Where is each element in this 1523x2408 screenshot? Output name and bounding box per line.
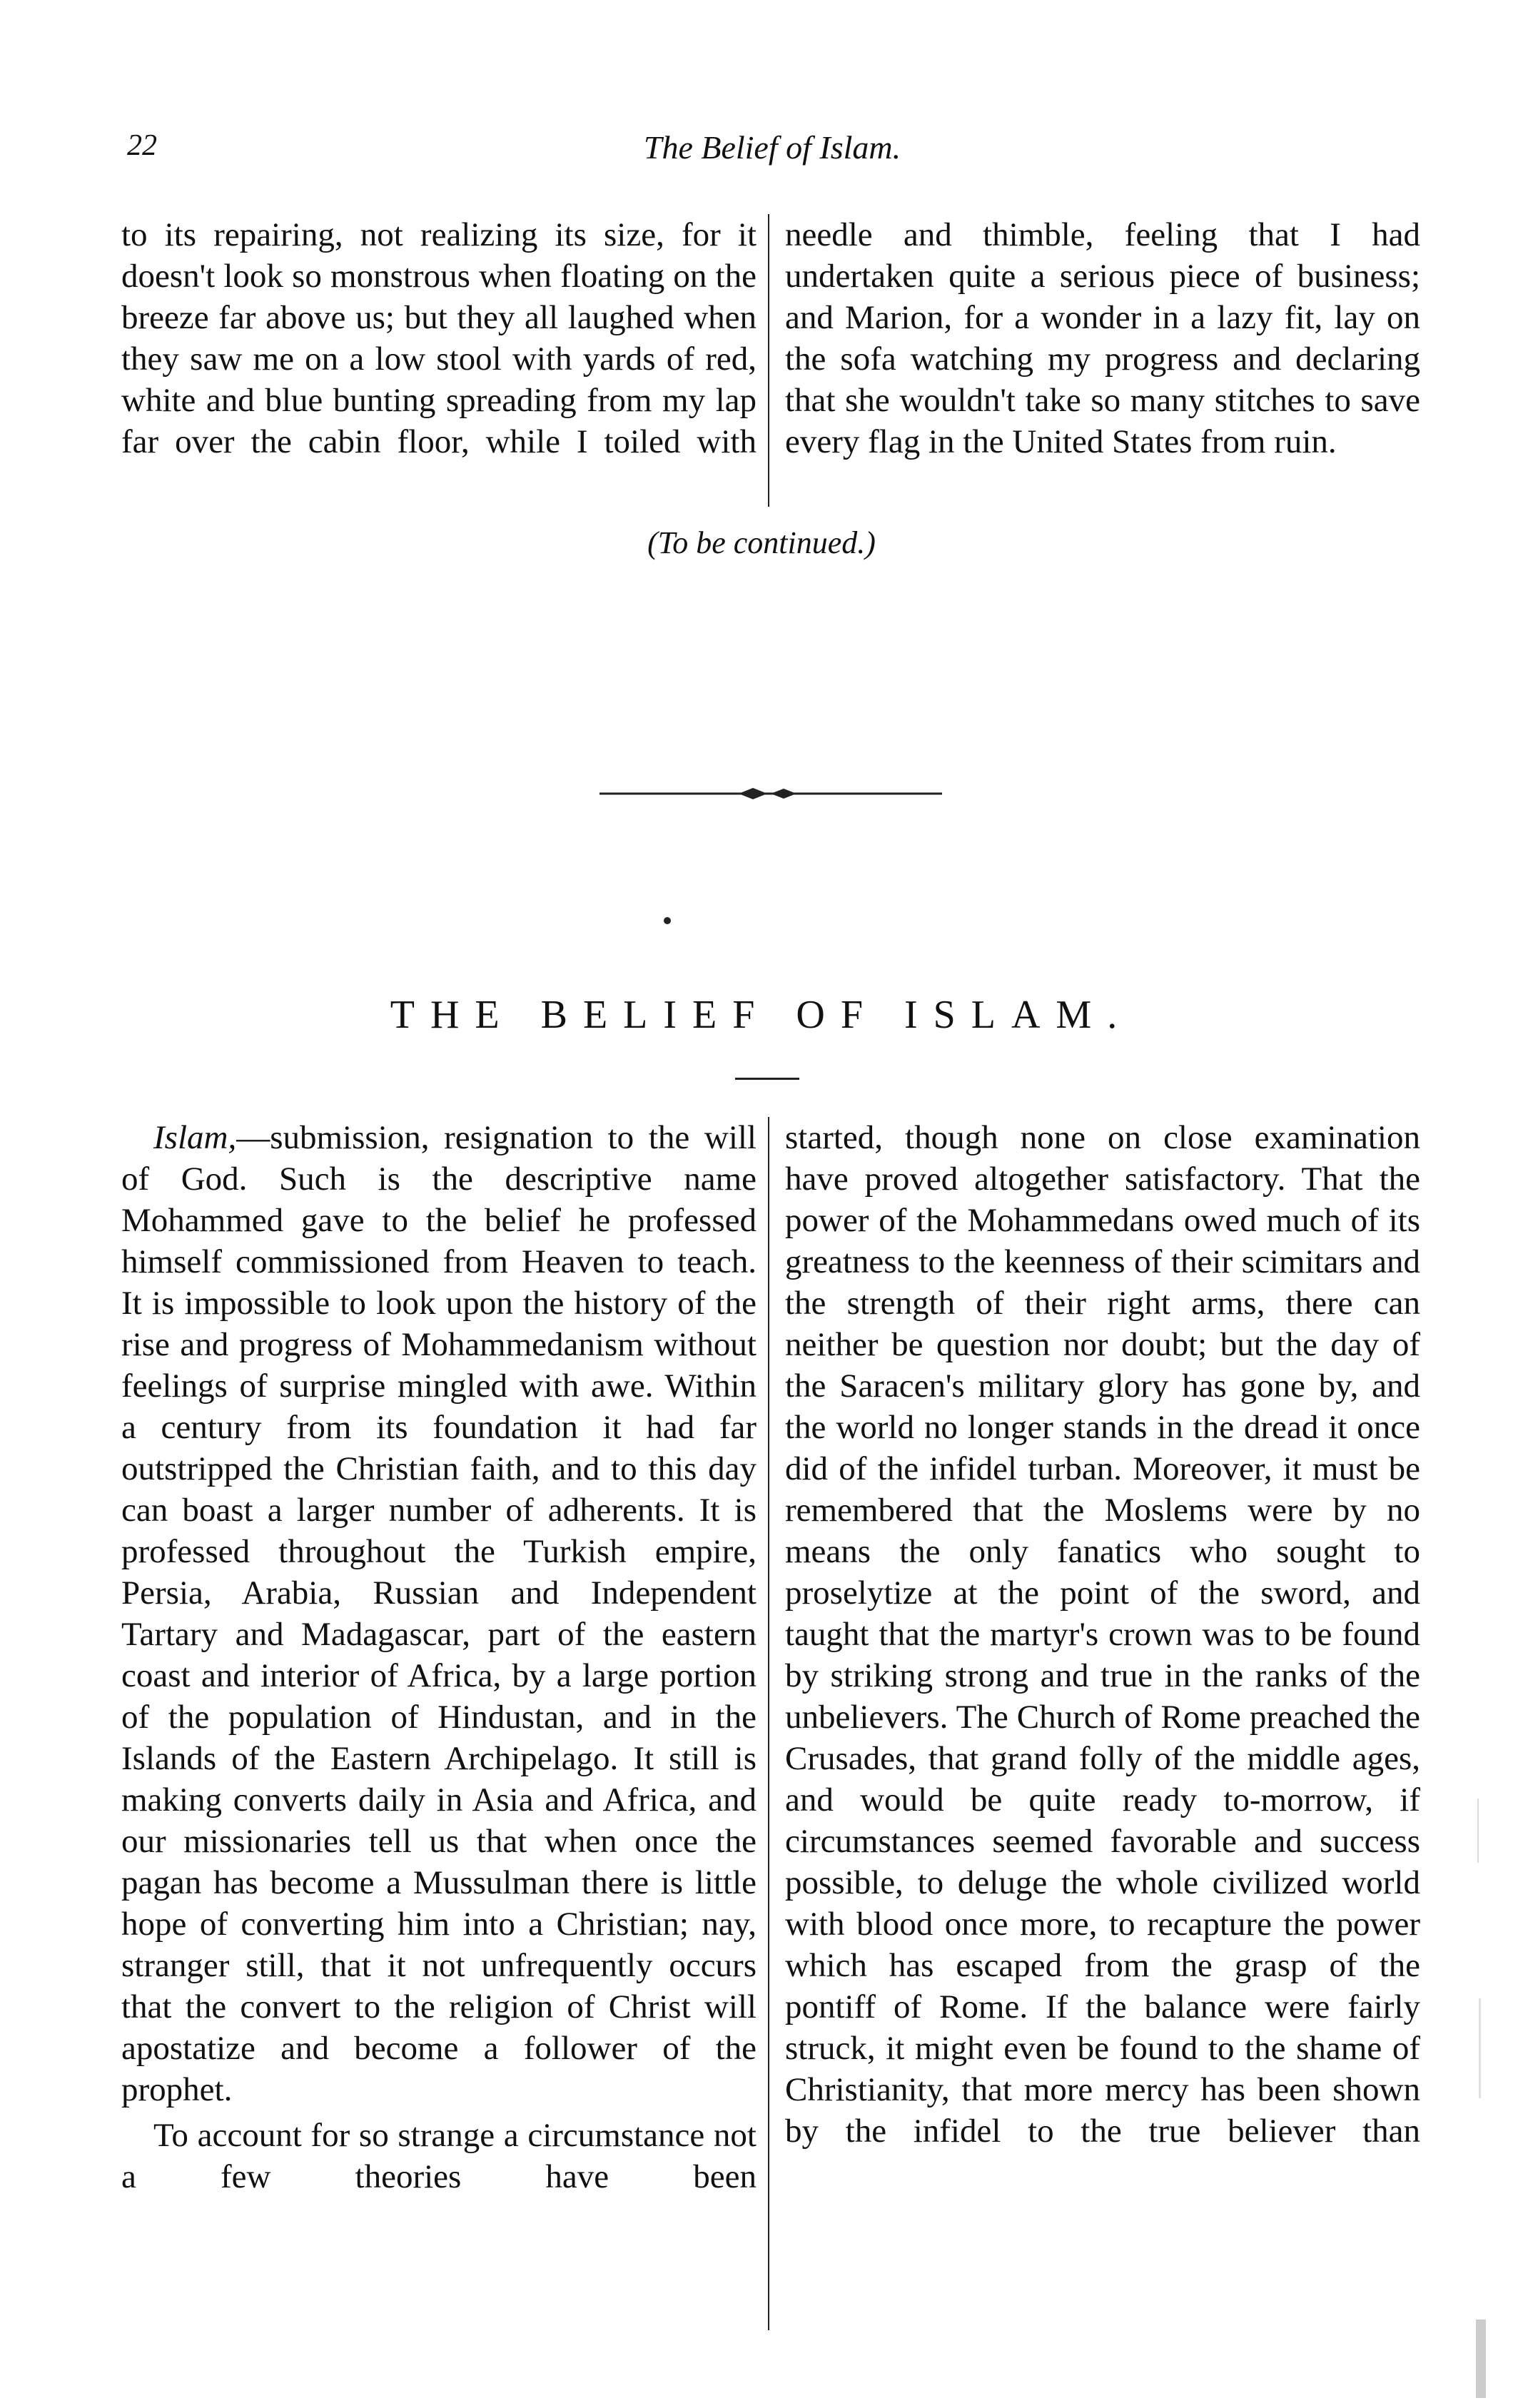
continued-story-right-text: needle and thimble, feeling that I had undertaken quite a serious piece of business; and Marion, for a wonder in a lazy fit, lay on the sofa watching my progress and declaring that she wouldn't take so many stitches to save every flag in the United States from ruin. — [785, 216, 1420, 460]
scan-artifact — [1477, 1799, 1479, 1863]
continued-story-left-column — [121, 214, 757, 462]
article-paragraph — [121, 1117, 757, 2110]
running-head — [121, 128, 1423, 178]
article-right-text: started, though none on close examination have proved altogether satisfactory. That the power of the Mohammedans owed much of its greatness to the keenness of their scimitars and the strength of their right arms, there can neither be question nor doubt; but the day of the Saracen's military glory has gone by, and the world no longer stands in the dread it once did of the infidel turban. Moreover, it must be remembered that the Moslems were by no means the only fanatics who sought to proselytize at the point of the sword, and taught that the martyr's crown was to be found by striking strong and true in the ranks of the unbelievers. The Church of Rome preached the Crusades, that grand folly of the middle ages, and would be quite ready to-morrow, if circumstances seemed favorable and success possible, to deluge the whole civilized world with blood once more, to recapture the power which has escaped from the grasp of the pontiff of Rome. If the balance were fairly struck, it might even be found to the shame of Christianity, that more mercy has been shown by the infidel to the true believer than — [785, 1119, 1420, 2150]
page-number: 22 — [127, 129, 157, 162]
article-left-column — [121, 1117, 757, 2197]
article-right-column — [785, 1117, 1420, 2152]
column-divider — [768, 1117, 769, 2330]
article-title: THE BELIEF OF ISLAM. — [390, 993, 1133, 1037]
to-be-continued-note: (To be continued.) — [647, 525, 876, 560]
article-body — [121, 1117, 1420, 2344]
running-title: The Belief of Islam. — [643, 129, 901, 166]
continued-story-left-text: to its repairing, not realizing its size, for it doesn't look so monstrous when floating on the breeze far above us; but they all laughed when they saw me on a low stool with yards of red, white and blue bunting spreading from my lap far over the cabin floor, while I toiled with — [121, 216, 757, 460]
column-divider — [768, 214, 769, 507]
title-rule — [735, 1078, 799, 1080]
paragraph-text: To account for so strange a circumstance not a few theories have been — [121, 2117, 757, 2195]
continued-story — [121, 214, 1420, 514]
stray-dot — [664, 917, 671, 924]
section-divider-ornament — [599, 785, 942, 802]
article-paragraph — [121, 2115, 757, 2197]
continued-story-right-column — [785, 214, 1420, 462]
scan-artifact — [1479, 1998, 1481, 2098]
paragraph-text: —submission, resignation to the will of God. Such is the descriptive name Mohammed gave to the belief he professed himself commissioned from Heaven to teach. It is impossible to look upon the history of the rise and progress of Mohammedanism without feelings of surprise mingled with awe. Within a century from its foundation it had far outstripped the Christian faith, and to this day can boast a larger number of adherents. It is professed throughout the Turkish empire, Persia, Arabia, Russian and Independent Tartary and Madagascar, part of the eastern coast and interior of Africa, by a large portion of the population of Hindustan, and in the Islands of the Eastern Archipelago. It still is making converts daily in Asia and Africa, and our missionaries tell us that when once the pagan has become a Mussulman there is little hope of converting him into a Christian; nay, stranger still, that it not unfrequently occurs that the convert to the religion of Christ will apostatize and become a follower of the prophet. — [121, 1119, 757, 2108]
scan-artifact — [1476, 2320, 1486, 2398]
lead-word: Islam, — [153, 1119, 237, 1156]
